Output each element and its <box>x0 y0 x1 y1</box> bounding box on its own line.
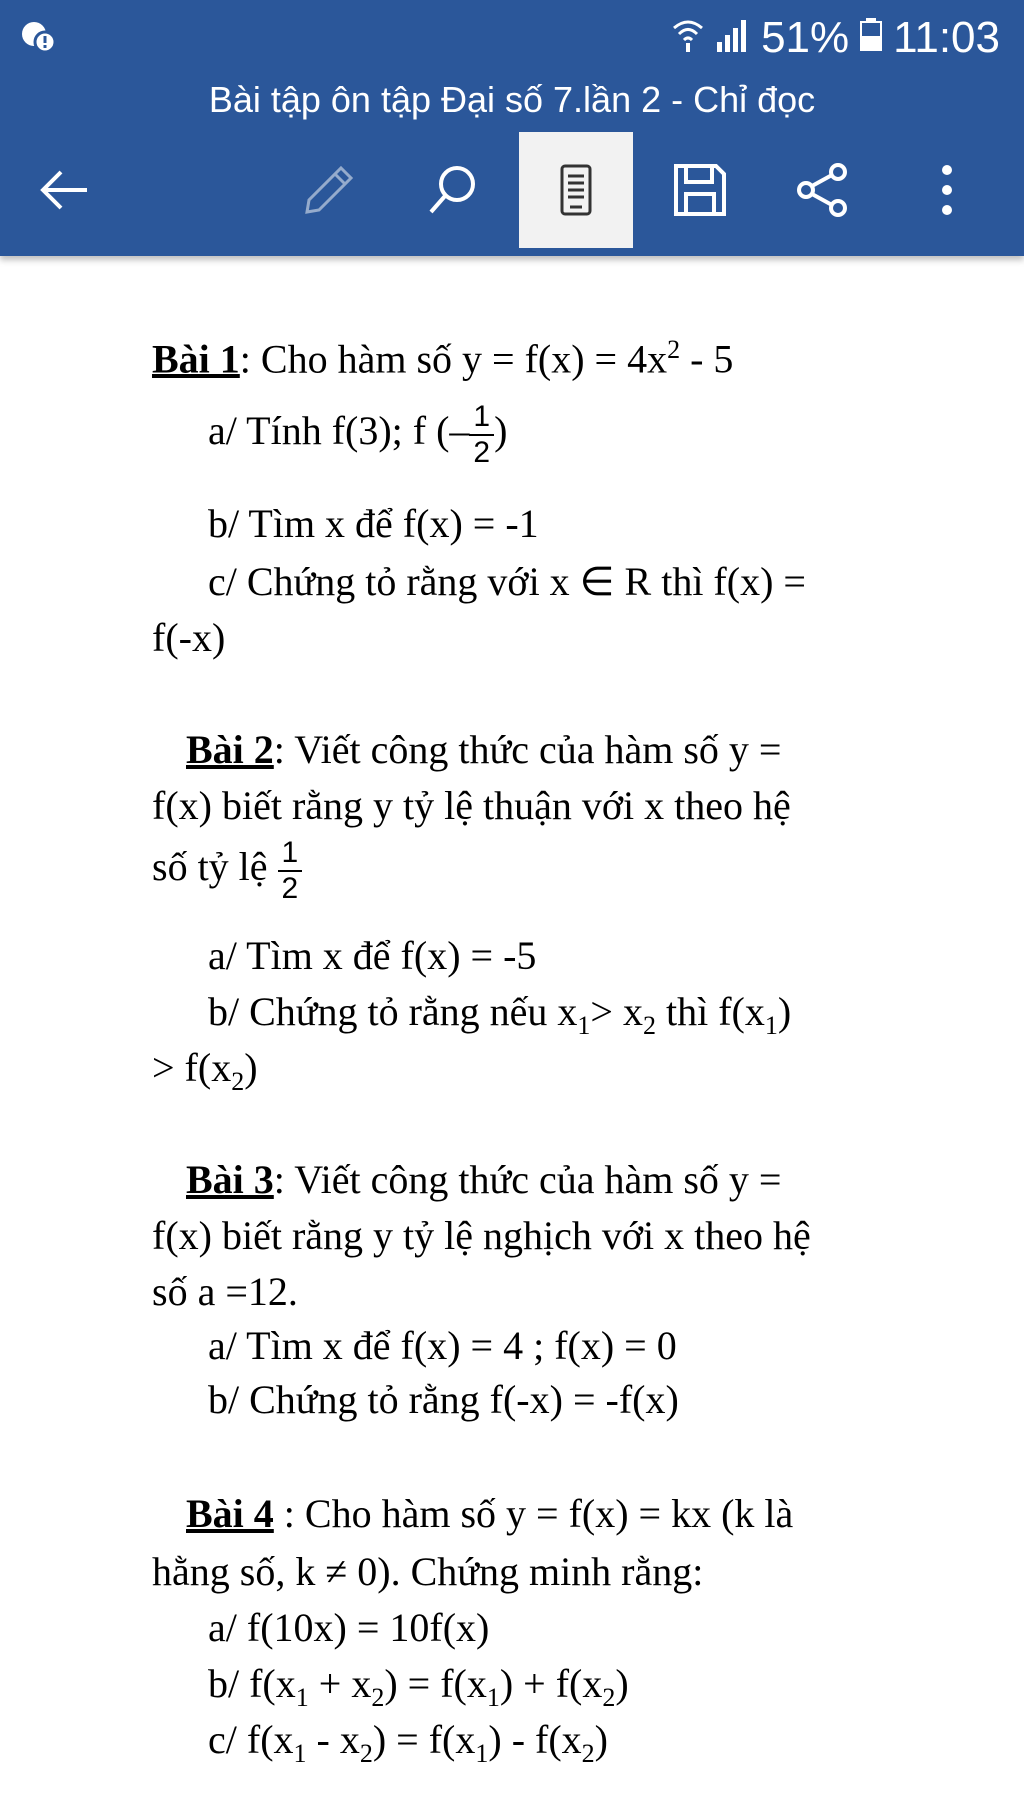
edit-button[interactable] <box>274 132 384 248</box>
bai4-title: Bài 4 <box>186 1491 274 1536</box>
bai1-part-c-line2: f(-x) <box>152 615 226 660</box>
wifi-icon <box>671 13 705 63</box>
save-button[interactable] <box>645 132 755 248</box>
bai1-part-c-line1: c/ Chứng tỏ rằng với x ∈ R thì f(x) = <box>208 559 806 604</box>
more-icon <box>919 162 975 218</box>
bai4-part-b: b/ $f(x_1 + x_2) = f(x_1) + f(x_2)$ <box>208 1661 629 1712</box>
save-icon <box>672 162 728 218</box>
clock: 11:03 <box>893 13 1000 62</box>
search-button[interactable] <box>398 132 508 248</box>
bai4-line1: Bài 4 : Cho hàm số y = f(x) = kx (k là <box>186 1491 794 1536</box>
bai1-part-b: b/ Tìm x để f(x) = -1 <box>208 501 539 546</box>
bai4-line2: hằng số, k ≠ 0). Chứng minh rằng: <box>152 1549 704 1594</box>
battery-percent: 51% <box>761 13 850 62</box>
back-button[interactable] <box>10 132 120 248</box>
pencil-icon <box>301 162 357 218</box>
share-button[interactable] <box>767 132 877 248</box>
status-bar <box>0 0 1024 76</box>
bai2-part-a: a/ Tìm x để f(x) = -5 <box>208 933 537 978</box>
app-bar <box>0 0 1024 256</box>
bai2-line2: f(x) biết rằng y tỷ lệ thuận với x theo hệ <box>152 783 791 828</box>
bai1-part-a: a/ Tính f(3); f (– $\frac{1}{2}$ ) <box>208 400 508 469</box>
bai3-line1: Bài 3: Viết công thức của hàm số y = <box>186 1157 782 1202</box>
battery-icon <box>859 13 883 63</box>
notification-icon <box>20 18 56 54</box>
bai3-line3: số a =12. <box>152 1269 298 1314</box>
bai3-line2: f(x) biết rằng y tỷ lệ nghịch với x theo hệ <box>152 1213 811 1258</box>
bai2-title: Bài 2 <box>186 727 274 772</box>
bai1-heading-line: Bài 1: Cho hàm số $y = f(x) = 4x^2 - 5$ <box>152 335 734 382</box>
bai1-title: Bài 1 <box>152 336 240 382</box>
bai3-part-b: b/ Chứng tỏ rằng f(-x) = -f(x) <box>208 1377 679 1422</box>
search-icon <box>425 162 481 218</box>
document-title: Bài tập ôn tập Đại số 7.lần 2 - Chỉ đọc <box>208 79 816 120</box>
bai2-line1: Bài 2: Viết công thức của hàm số y = <box>186 727 782 772</box>
bai3-title: Bài 3 <box>186 1157 274 1202</box>
back-arrow-icon <box>37 162 93 218</box>
toolbar <box>0 132 1024 248</box>
signal-icon <box>715 13 751 63</box>
status-icons <box>671 10 1000 66</box>
fraction: $\frac{1}{2}$ <box>469 400 494 470</box>
bai2-line3: số tỷ lệ $\frac{1}{2}$ <box>152 836 302 906</box>
mobile-view-icon <box>548 162 604 218</box>
bai2-part-b-line2: > $f(x_2)$ <box>152 1045 258 1096</box>
share-icon <box>794 162 850 218</box>
more-options-button[interactable] <box>892 132 1002 248</box>
bai2-part-b-line1: b/ Chứng tỏ rằng nếu $x_1> x_2$ thì $f(x_1)$ <box>208 989 792 1040</box>
fraction: $\frac{1}{2}$ <box>278 836 303 906</box>
bai4-part-a: a/ f(10x) = 10f(x) <box>208 1605 490 1650</box>
mobile-view-button[interactable] <box>519 132 633 248</box>
bai4-part-c: c/ $f(x_1 - x_2) = f(x_1) - f(x_2)$ <box>208 1717 608 1768</box>
bai3-part-a: a/ Tìm x để f(x) = 4 ; f(x) = 0 <box>208 1323 677 1368</box>
